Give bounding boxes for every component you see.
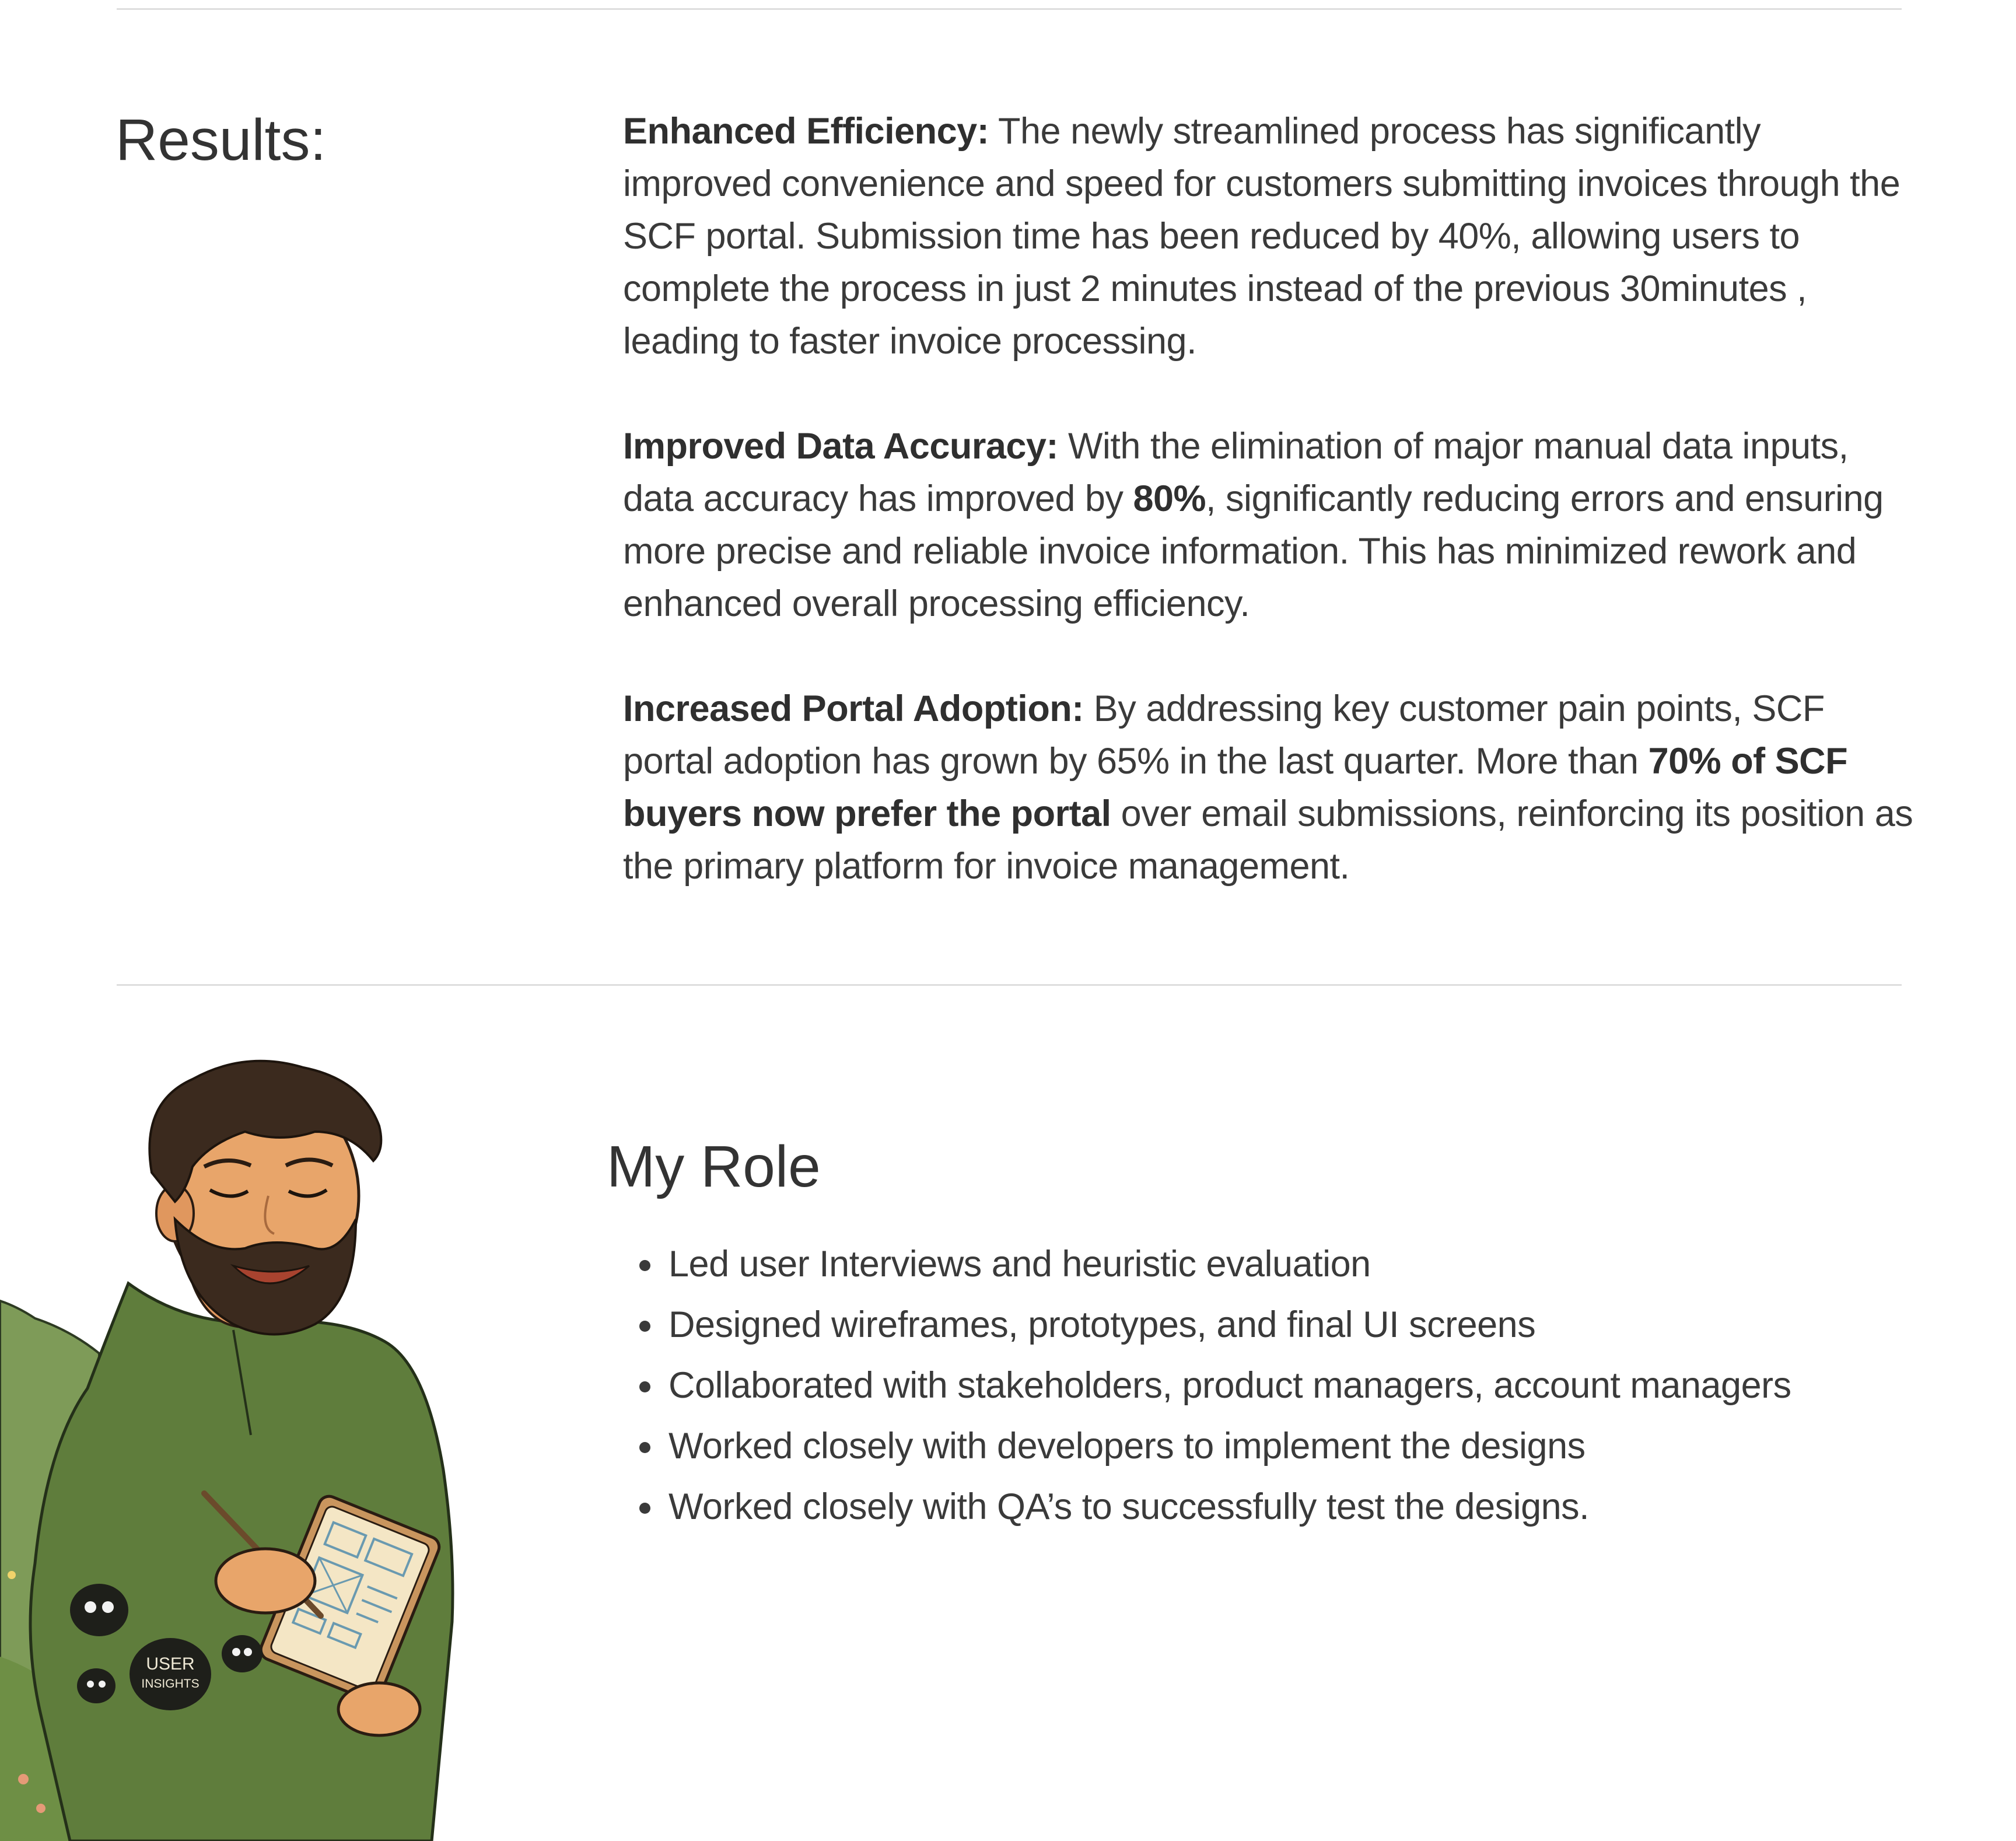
results-body: [623, 105, 1918, 945]
result-text: By addressing key customer pain points, SCF portal adoption has grown by 65% in the last quarter. More than: [623, 688, 1825, 782]
result-highlight: 80%: [1133, 478, 1206, 519]
role-item: • Designed wireframes, prototypes, and final UI screens: [665, 1294, 1890, 1355]
user-insights-badge: [130, 1638, 211, 1710]
result-highlight: 70% of SCF buyers now prefer the portal: [623, 741, 1848, 834]
result-data-accuracy: [623, 420, 1918, 630]
badge-text-line2: INSIGHTS: [141, 1677, 200, 1690]
result-enhanced-efficiency: [623, 105, 1918, 368]
section-divider-middle: [117, 984, 1902, 986]
result-text: over email submissions, reinforcing its position as the primary platform for invoice management.: [623, 793, 1913, 887]
role-item: • Worked closely with developers to implement the designs: [665, 1416, 1890, 1476]
my-role-list: [624, 1234, 1890, 1537]
result-text: , significantly reducing errors and ensuring more precise and reliable invoice information. This has minimized rework and enhanced overall processing efficiency.: [623, 478, 1884, 624]
result-label: Improved Data Accuracy:: [623, 426, 1058, 467]
creature-1: [70, 1584, 128, 1636]
section-divider-top: [117, 8, 1902, 10]
result-label: Enhanced Efficiency:: [623, 111, 989, 152]
my-role-heading: My Role: [607, 1134, 821, 1199]
result-text: With the elimination of major manual data inputs, data accuracy has improved by: [623, 426, 1849, 519]
result-label: Increased Portal Adoption:: [623, 688, 1084, 729]
creature-3: [77, 1668, 116, 1703]
role-item: • Led user Interviews and heuristic evaluation: [665, 1234, 1890, 1294]
hand: [216, 1549, 315, 1613]
result-text: The newly streamlined process has significantly improved convenience and speed for customers submitting invoices through the SCF portal. Submission time has been reduced by 40%, allowing users to complete the process in just 2 minutes instead of the previous 30minutes , leading to faster invoice processing.: [623, 111, 1901, 362]
creature-2: [222, 1635, 262, 1672]
role-item: • Collaborated with stakeholders, product managers, account managers: [665, 1355, 1890, 1416]
results-heading: Results:: [116, 107, 327, 173]
result-portal-adoption: [623, 682, 1918, 892]
badge-text-line1: USER: [146, 1654, 195, 1674]
role-item: • Worked closely with QA’s to successfully test the designs.: [665, 1476, 1890, 1537]
designer-illustration: [0, 1027, 467, 1841]
hand-holding: [338, 1683, 420, 1735]
